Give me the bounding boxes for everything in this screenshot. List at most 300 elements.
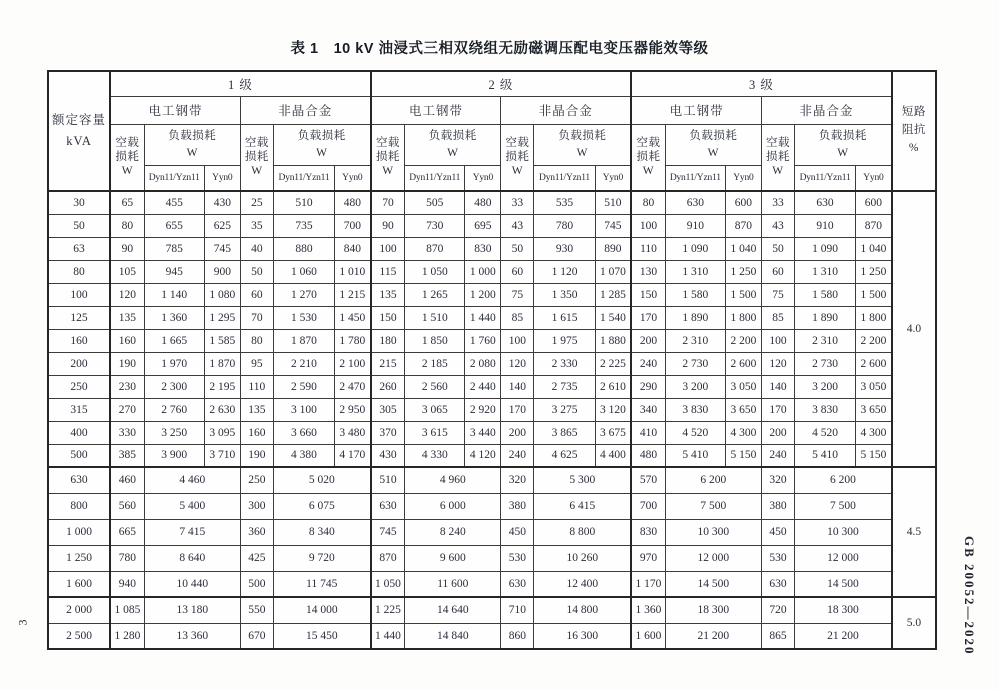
value-cell: 75 <box>501 283 534 306</box>
value-cell: 360 <box>240 519 273 545</box>
value-cell: 1 440 <box>371 623 405 649</box>
value-cell: 190 <box>240 444 273 467</box>
value-cell: 5 150 <box>725 444 761 467</box>
value-cell: 2 630 <box>204 398 240 421</box>
capacity-cell: 100 <box>48 283 110 306</box>
value-cell: 14 500 <box>665 571 761 597</box>
header-material: 非晶合金 <box>761 96 891 124</box>
value-cell: 630 <box>795 191 856 214</box>
value-cell: 70 <box>371 191 405 214</box>
value-cell: 735 <box>273 214 334 237</box>
value-cell: 1 310 <box>665 260 725 283</box>
value-cell: 630 <box>665 191 725 214</box>
value-cell: 600 <box>725 191 761 214</box>
value-cell: 1 850 <box>405 329 465 352</box>
value-cell: 10 440 <box>144 571 240 597</box>
capacity-cell: 1 250 <box>48 545 110 571</box>
capacity-cell: 2 000 <box>48 597 110 623</box>
page-number: 3 <box>15 619 30 626</box>
value-cell: 865 <box>761 623 794 649</box>
table-row <box>48 375 936 398</box>
header-no-load-loss: 空载 损耗 W <box>110 124 144 191</box>
value-cell: 3 100 <box>273 398 334 421</box>
header-vector-group: Dyn11/Yzn11 <box>665 165 725 191</box>
value-cell: 1 215 <box>335 283 371 306</box>
value-cell: 100 <box>501 329 534 352</box>
impedance-cell: 4.5 <box>892 467 936 597</box>
table-row <box>48 398 936 421</box>
value-cell: 2 195 <box>204 375 240 398</box>
header-material: 非晶合金 <box>501 96 631 124</box>
value-cell: 3 660 <box>273 421 334 444</box>
value-cell: 14 840 <box>405 623 501 649</box>
table-row <box>48 283 936 306</box>
value-cell: 8 340 <box>273 519 370 545</box>
value-cell: 385 <box>110 444 144 467</box>
value-cell: 1 890 <box>665 306 725 329</box>
value-cell: 430 <box>371 444 405 467</box>
header-material: 电工钢带 <box>631 96 761 124</box>
value-cell: 18 300 <box>795 597 892 623</box>
value-cell: 14 500 <box>795 571 892 597</box>
value-cell: 1 975 <box>534 329 595 352</box>
value-cell: 135 <box>110 306 144 329</box>
value-cell: 1 080 <box>204 283 240 306</box>
value-cell: 18 300 <box>665 597 761 623</box>
value-cell: 5 150 <box>856 444 892 467</box>
value-cell: 6 200 <box>665 467 761 493</box>
value-cell: 11 745 <box>273 571 370 597</box>
value-cell: 1 970 <box>144 352 204 375</box>
value-cell: 1 120 <box>534 260 595 283</box>
value-cell: 1 270 <box>273 283 334 306</box>
value-cell: 530 <box>761 545 794 571</box>
table-row <box>48 444 936 467</box>
table-row <box>48 571 936 597</box>
header-vector-group: Yyn0 <box>725 165 761 191</box>
value-cell: 21 200 <box>665 623 761 649</box>
value-cell: 4 960 <box>405 467 501 493</box>
value-cell: 4 170 <box>335 444 371 467</box>
value-cell: 1 200 <box>465 283 501 306</box>
value-cell: 105 <box>110 260 144 283</box>
value-cell: 670 <box>240 623 273 649</box>
value-cell: 80 <box>240 329 273 352</box>
value-cell: 510 <box>273 191 334 214</box>
capacity-cell: 400 <box>48 421 110 444</box>
value-cell: 5 410 <box>665 444 725 467</box>
header-load-loss: 负载损耗 W <box>665 124 761 165</box>
value-cell: 14 800 <box>534 597 631 623</box>
value-cell: 100 <box>371 237 405 260</box>
value-cell: 75 <box>761 283 794 306</box>
value-cell: 3 120 <box>595 398 631 421</box>
capacity-cell: 160 <box>48 329 110 352</box>
header-vector-group: Dyn11/Yzn11 <box>144 165 204 191</box>
value-cell: 2 440 <box>465 375 501 398</box>
table-row <box>48 597 936 623</box>
value-cell: 160 <box>110 329 144 352</box>
value-cell: 2 600 <box>856 352 892 375</box>
header-vector-group: Dyn11/Yzn11 <box>405 165 465 191</box>
value-cell: 720 <box>761 597 794 623</box>
capacity-cell: 800 <box>48 493 110 519</box>
value-cell: 3 615 <box>405 421 465 444</box>
value-cell: 10 300 <box>665 519 761 545</box>
value-cell: 1 265 <box>405 283 465 306</box>
value-cell: 290 <box>631 375 665 398</box>
value-cell: 2 200 <box>856 329 892 352</box>
value-cell: 455 <box>144 191 204 214</box>
value-cell: 1 360 <box>631 597 665 623</box>
value-cell: 1 225 <box>371 597 405 623</box>
header-load-loss: 负载损耗 W <box>534 124 631 165</box>
value-cell: 3 275 <box>534 398 595 421</box>
value-cell: 85 <box>761 306 794 329</box>
value-cell: 170 <box>761 398 794 421</box>
value-cell: 530 <box>501 545 534 571</box>
table-row <box>48 623 936 649</box>
value-cell: 380 <box>761 493 794 519</box>
value-cell: 6 075 <box>273 493 370 519</box>
value-cell: 1 310 <box>795 260 856 283</box>
value-cell: 320 <box>501 467 534 493</box>
value-cell: 2 300 <box>144 375 204 398</box>
value-cell: 1 585 <box>204 329 240 352</box>
capacity-cell: 315 <box>48 398 110 421</box>
value-cell: 340 <box>631 398 665 421</box>
value-cell: 200 <box>501 421 534 444</box>
value-cell: 2 185 <box>405 352 465 375</box>
value-cell: 2 310 <box>665 329 725 352</box>
value-cell: 370 <box>371 421 405 444</box>
value-cell: 1 090 <box>665 237 725 260</box>
value-cell: 240 <box>631 352 665 375</box>
value-cell: 1 360 <box>144 306 204 329</box>
value-cell: 1 040 <box>856 237 892 260</box>
capacity-cell: 1 600 <box>48 571 110 597</box>
value-cell: 110 <box>240 375 273 398</box>
value-cell: 4 300 <box>856 421 892 444</box>
value-cell: 5 400 <box>144 493 240 519</box>
value-cell: 60 <box>761 260 794 283</box>
header-row <box>48 96 936 124</box>
capacity-cell: 125 <box>48 306 110 329</box>
value-cell: 900 <box>204 260 240 283</box>
value-cell: 745 <box>204 237 240 260</box>
value-cell: 10 260 <box>534 545 631 571</box>
value-cell: 120 <box>761 352 794 375</box>
value-cell: 2 225 <box>595 352 631 375</box>
value-cell: 160 <box>240 421 273 444</box>
capacity-cell: 1 000 <box>48 519 110 545</box>
header-grade: 1 级 <box>110 71 371 96</box>
value-cell: 945 <box>144 260 204 283</box>
value-cell: 710 <box>501 597 534 623</box>
value-cell: 260 <box>371 375 405 398</box>
value-cell: 785 <box>144 237 204 260</box>
capacity-cell: 30 <box>48 191 110 214</box>
header-load-loss: 负载损耗 W <box>405 124 501 165</box>
value-cell: 3 250 <box>144 421 204 444</box>
value-cell: 2 735 <box>534 375 595 398</box>
value-cell: 300 <box>240 493 273 519</box>
capacity-cell: 500 <box>48 444 110 467</box>
value-cell: 1 870 <box>204 352 240 375</box>
header-load-loss: 负载损耗 W <box>273 124 370 165</box>
table-row <box>48 191 936 214</box>
value-cell: 630 <box>501 571 534 597</box>
value-cell: 1 500 <box>725 283 761 306</box>
value-cell: 1 780 <box>335 329 371 352</box>
value-cell: 200 <box>631 329 665 352</box>
header-no-load-loss: 空载 损耗 W <box>761 124 794 191</box>
value-cell: 1 450 <box>335 306 371 329</box>
value-cell: 4 380 <box>273 444 334 467</box>
value-cell: 3 650 <box>725 398 761 421</box>
value-cell: 2 310 <box>795 329 856 352</box>
value-cell: 4 520 <box>665 421 725 444</box>
capacity-cell: 200 <box>48 352 110 375</box>
value-cell: 5 300 <box>534 467 631 493</box>
value-cell: 505 <box>405 191 465 214</box>
value-cell: 630 <box>371 493 405 519</box>
value-cell: 200 <box>761 421 794 444</box>
value-cell: 15 450 <box>273 623 370 649</box>
value-cell: 16 300 <box>534 623 631 649</box>
value-cell: 5 020 <box>273 467 370 493</box>
value-cell: 480 <box>335 191 371 214</box>
value-cell: 4 120 <box>465 444 501 467</box>
header-row <box>48 71 936 96</box>
table-row <box>48 329 936 352</box>
header-load-loss: 负载损耗 W <box>144 124 240 165</box>
value-cell: 3 065 <box>405 398 465 421</box>
value-cell: 870 <box>405 237 465 260</box>
value-cell: 50 <box>501 237 534 260</box>
value-cell: 6 415 <box>534 493 631 519</box>
value-cell: 2 200 <box>725 329 761 352</box>
value-cell: 3 480 <box>335 421 371 444</box>
value-cell: 240 <box>501 444 534 467</box>
header-row <box>48 124 936 165</box>
value-cell: 1 250 <box>725 260 761 283</box>
value-cell: 33 <box>761 191 794 214</box>
value-cell: 1 085 <box>110 597 144 623</box>
value-cell: 7 500 <box>665 493 761 519</box>
value-cell: 2 080 <box>465 352 501 375</box>
value-cell: 80 <box>631 191 665 214</box>
value-cell: 625 <box>204 214 240 237</box>
value-cell: 3 865 <box>534 421 595 444</box>
value-cell: 305 <box>371 398 405 421</box>
value-cell: 135 <box>240 398 273 421</box>
value-cell: 860 <box>501 623 534 649</box>
value-cell: 425 <box>240 545 273 571</box>
value-cell: 43 <box>501 214 534 237</box>
value-cell: 140 <box>501 375 534 398</box>
value-cell: 890 <box>595 237 631 260</box>
value-cell: 1 000 <box>465 260 501 283</box>
header-row <box>48 165 936 191</box>
value-cell: 330 <box>110 421 144 444</box>
value-cell: 215 <box>371 352 405 375</box>
value-cell: 25 <box>240 191 273 214</box>
value-cell: 1 350 <box>534 283 595 306</box>
header-no-load-loss: 空载 损耗 W <box>501 124 534 191</box>
header-material: 电工钢带 <box>110 96 240 124</box>
table-row <box>48 493 936 519</box>
value-cell: 3 200 <box>665 375 725 398</box>
value-cell: 9 720 <box>273 545 370 571</box>
value-cell: 1 060 <box>273 260 334 283</box>
value-cell: 2 100 <box>335 352 371 375</box>
value-cell: 2 560 <box>405 375 465 398</box>
value-cell: 870 <box>856 214 892 237</box>
value-cell: 3 830 <box>665 398 725 421</box>
table-row <box>48 421 936 444</box>
header-no-load-loss: 空载 损耗 W <box>371 124 405 191</box>
value-cell: 3 095 <box>204 421 240 444</box>
efficiency-grade-table <box>47 70 937 650</box>
value-cell: 2 600 <box>725 352 761 375</box>
value-cell: 700 <box>335 214 371 237</box>
value-cell: 665 <box>110 519 144 545</box>
value-cell: 430 <box>204 191 240 214</box>
value-cell: 6 000 <box>405 493 501 519</box>
header-grade: 2 级 <box>371 71 632 96</box>
value-cell: 230 <box>110 375 144 398</box>
value-cell: 12 400 <box>534 571 631 597</box>
value-cell: 830 <box>631 519 665 545</box>
value-cell: 870 <box>371 545 405 571</box>
value-cell: 560 <box>110 493 144 519</box>
value-cell: 745 <box>595 214 631 237</box>
value-cell: 10 300 <box>795 519 892 545</box>
table-row <box>48 260 936 283</box>
value-cell: 320 <box>761 467 794 493</box>
value-cell: 150 <box>371 306 405 329</box>
value-cell: 35 <box>240 214 273 237</box>
value-cell: 380 <box>501 493 534 519</box>
capacity-cell: 250 <box>48 375 110 398</box>
header-vector-group: Dyn11/Yzn11 <box>273 165 334 191</box>
value-cell: 60 <box>240 283 273 306</box>
value-cell: 8 640 <box>144 545 240 571</box>
table-title: 表 1 10 kV 油浸式三相双绕组无励磁调压配电变压器能效等级 <box>290 41 709 57</box>
value-cell: 570 <box>631 467 665 493</box>
value-cell: 480 <box>465 191 501 214</box>
value-cell: 7 415 <box>144 519 240 545</box>
header-grade: 3 级 <box>631 71 892 96</box>
value-cell: 1 800 <box>725 306 761 329</box>
table-row <box>48 214 936 237</box>
value-cell: 460 <box>110 467 144 493</box>
header-vector-group: Yyn0 <box>465 165 501 191</box>
value-cell: 80 <box>110 214 144 237</box>
value-cell: 90 <box>110 237 144 260</box>
capacity-cell: 63 <box>48 237 110 260</box>
header-impedance: 短路 阻抗 % <box>892 71 936 191</box>
value-cell: 3 050 <box>725 375 761 398</box>
value-cell: 2 730 <box>795 352 856 375</box>
value-cell: 110 <box>631 237 665 260</box>
header-vector-group: Yyn0 <box>856 165 892 191</box>
value-cell: 880 <box>273 237 334 260</box>
table-row <box>48 306 936 329</box>
value-cell: 600 <box>856 191 892 214</box>
value-cell: 3 440 <box>465 421 501 444</box>
value-cell: 1 665 <box>144 329 204 352</box>
value-cell: 2 920 <box>465 398 501 421</box>
header-material: 电工钢带 <box>371 96 501 124</box>
value-cell: 780 <box>534 214 595 237</box>
value-cell: 450 <box>501 519 534 545</box>
value-cell: 4 300 <box>725 421 761 444</box>
value-cell: 1 050 <box>371 571 405 597</box>
value-cell: 970 <box>631 545 665 571</box>
value-cell: 2 210 <box>273 352 334 375</box>
header-vector-group: Dyn11/Yzn11 <box>534 165 595 191</box>
value-cell: 3 675 <box>595 421 631 444</box>
value-cell: 3 200 <box>795 375 856 398</box>
value-cell: 1 600 <box>631 623 665 649</box>
value-cell: 2 610 <box>595 375 631 398</box>
value-cell: 1 760 <box>465 329 501 352</box>
standard-code-label: GB 20052—2020 <box>962 536 977 656</box>
header-no-load-loss: 空载 损耗 W <box>240 124 273 191</box>
value-cell: 695 <box>465 214 501 237</box>
value-cell: 1 580 <box>665 283 725 306</box>
value-cell: 12 000 <box>795 545 892 571</box>
value-cell: 3 900 <box>144 444 204 467</box>
value-cell: 250 <box>240 467 273 493</box>
value-cell: 180 <box>371 329 405 352</box>
capacity-cell: 630 <box>48 467 110 493</box>
value-cell: 60 <box>501 260 534 283</box>
impedance-cell: 5.0 <box>892 597 936 649</box>
value-cell: 1 010 <box>335 260 371 283</box>
value-cell: 745 <box>371 519 405 545</box>
value-cell: 120 <box>501 352 534 375</box>
value-cell: 2 730 <box>665 352 725 375</box>
value-cell: 840 <box>335 237 371 260</box>
value-cell: 240 <box>761 444 794 467</box>
value-cell: 510 <box>371 467 405 493</box>
value-cell: 1 040 <box>725 237 761 260</box>
value-cell: 730 <box>405 214 465 237</box>
value-cell: 50 <box>761 237 794 260</box>
value-cell: 65 <box>110 191 144 214</box>
value-cell: 2 760 <box>144 398 204 421</box>
header-no-load-loss: 空载 损耗 W <box>631 124 665 191</box>
value-cell: 9 600 <box>405 545 501 571</box>
value-cell: 115 <box>371 260 405 283</box>
value-cell: 1 530 <box>273 306 334 329</box>
header-capacity: 额定容量 kVA <box>48 71 110 191</box>
value-cell: 910 <box>665 214 725 237</box>
value-cell: 33 <box>501 191 534 214</box>
value-cell: 780 <box>110 545 144 571</box>
header-load-loss: 负载损耗 W <box>795 124 892 165</box>
value-cell: 100 <box>761 329 794 352</box>
value-cell: 3 650 <box>856 398 892 421</box>
value-cell: 930 <box>534 237 595 260</box>
value-cell: 13 360 <box>144 623 240 649</box>
value-cell: 1 280 <box>110 623 144 649</box>
value-cell: 500 <box>240 571 273 597</box>
value-cell: 2 470 <box>335 375 371 398</box>
